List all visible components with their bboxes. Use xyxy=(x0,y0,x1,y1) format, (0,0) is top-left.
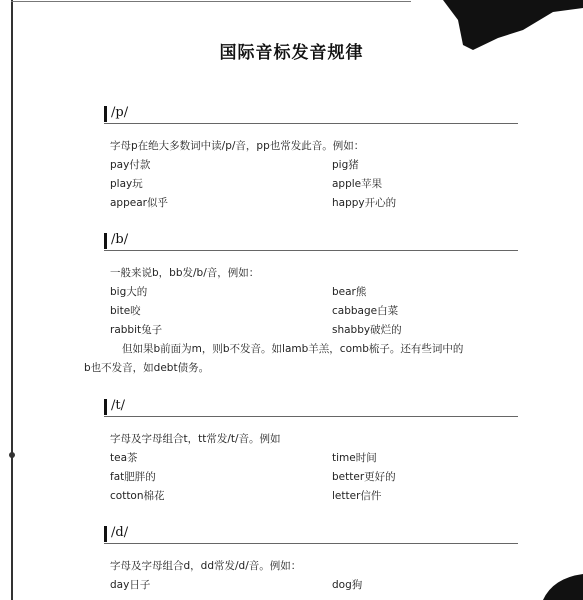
example-word: bear熊 xyxy=(332,286,367,298)
example-word: tea茶 xyxy=(110,452,138,464)
example-word: rabbit兔子 xyxy=(110,324,163,336)
example-word: bite咬 xyxy=(110,305,141,317)
note-text: 但如果b前面为m，则b不发音。如lamb羊羔，comb梳子。还有些词中的 xyxy=(122,343,464,355)
heading-bar xyxy=(104,233,107,249)
dark-corner-bottom-right xyxy=(523,572,583,600)
example-word: better更好的 xyxy=(332,471,396,483)
margin-mark xyxy=(9,452,15,458)
example-word: fat肥胖的 xyxy=(110,471,156,483)
example-word: happy开心的 xyxy=(332,197,397,209)
left-margin-border xyxy=(11,0,13,600)
example-word: shabby破烂的 xyxy=(332,324,402,336)
phonetic-symbol: /b/ xyxy=(111,232,129,247)
example-word: pay付款 xyxy=(110,159,151,171)
example-word: apple苹果 xyxy=(332,178,383,190)
heading-bar xyxy=(104,399,107,415)
phonetic-symbol: /d/ xyxy=(111,525,129,540)
page-title: 国际音标发音规律 xyxy=(219,43,364,63)
section-heading-t xyxy=(104,398,518,417)
example-word: day日子 xyxy=(110,579,151,591)
phonetic-symbol: /t/ xyxy=(111,398,125,413)
section-intro: 一般来说b，bb发/b/音，例如： xyxy=(110,267,260,279)
example-word: cabbage白菜 xyxy=(332,305,399,317)
heading-bar xyxy=(104,526,107,542)
heading-bar xyxy=(104,106,107,122)
section-heading-p xyxy=(104,105,518,124)
section-intro: 字母及字母组合d，dd常发/d/音。例如： xyxy=(110,560,302,572)
example-word: letter信件 xyxy=(332,490,382,502)
example-word: play玩 xyxy=(110,178,143,190)
example-word: big大的 xyxy=(110,286,148,298)
example-word: dog狗 xyxy=(332,579,363,591)
example-word: appear似乎 xyxy=(110,197,168,209)
example-word: time时间 xyxy=(332,452,377,464)
section-intro: 字母p在绝大多数词中读/p/音，pp也常发此音。例如： xyxy=(110,140,365,152)
example-word: pig猪 xyxy=(332,159,359,171)
phonetic-symbol: /p/ xyxy=(111,105,129,120)
example-word: cotton棉花 xyxy=(110,490,165,502)
section-intro: 字母及字母组合t，tt常发/t/音。例如 xyxy=(110,433,281,445)
note-text: b也不发音，如debt债务。 xyxy=(84,362,210,374)
section-heading-d xyxy=(104,525,518,544)
section-heading-b xyxy=(104,232,518,251)
top-edge-line xyxy=(11,1,411,2)
